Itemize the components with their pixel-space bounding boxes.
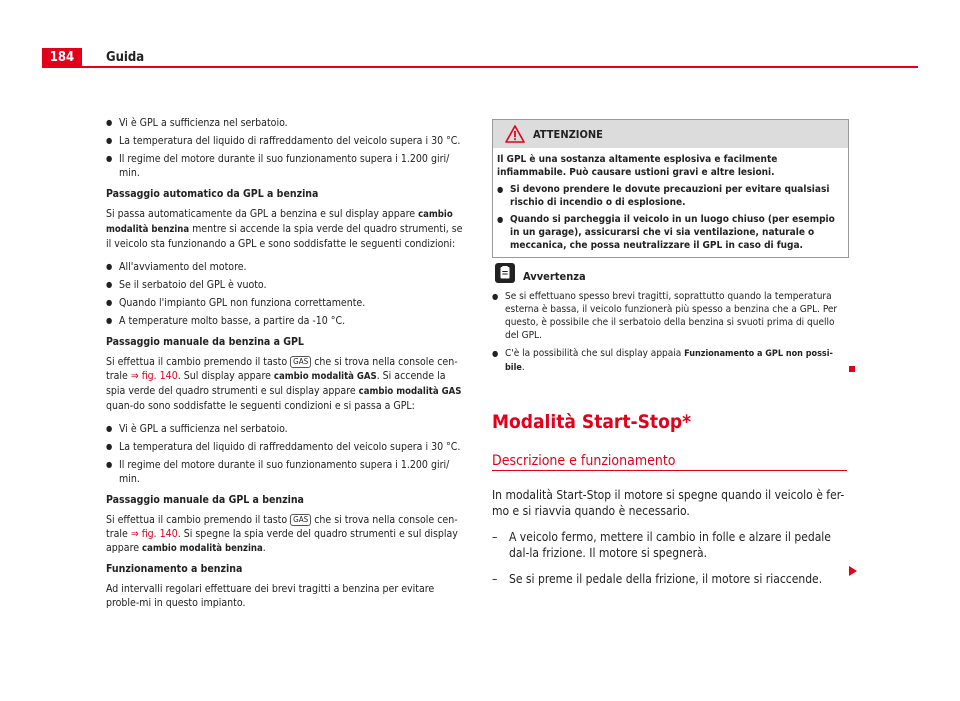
section-title: Guida [106,50,145,65]
paragraph-manual-gpl: Si effettua il cambio premendo il tasto GAS che si trova nella console cen-trale ⇒ fig. 140. Sul display appare cambio modalità GAS. Si accende la spia verde del quadro strumenti e sul display appare cambio modalità GAS quan-do sono soddisfatte le seguenti condizioni e si passa a GPL: [106,356,462,412]
subheading-auto: Passaggio automatico da GPL a benzina [106,188,319,200]
bullet-icon: ● [492,292,499,301]
subheading-fuel: Funzionamento a benzina [106,563,243,575]
figure-link[interactable]: ⇒ fig. 140 [130,370,178,382]
list-item: ● Il regime del motore durante il suo funzionamento supera i 1.200 giri/ min. [106,459,450,485]
list-item: ● C'è la possibilità che sul display appaia Funzionamento a GPL non possi-bile. [492,348,833,373]
startstop-body [492,487,847,587]
bullet-icon: ● [106,118,113,127]
subsection-rule [492,470,847,471]
bullet-icon: ● [106,298,113,307]
note-title: Avvertenza [523,270,586,283]
warning-triangle-icon [505,125,525,143]
figure-link[interactable]: ⇒ fig. 140 [130,528,178,540]
subheading-manual-benzina: Passaggio manuale da GPL a benzina [106,494,304,506]
note-icon [495,263,515,283]
list-item: ● Quando l'impianto GPL non funziona correttamente. [106,297,366,309]
bullet-icon: ● [497,215,504,224]
warning-body [493,148,848,257]
page-number: 184 [42,48,82,67]
list-item: ● La temperatura del liquido di raffreddamento del veicolo supera i 30 °C. [106,135,461,147]
subheading-manual-gpl: Passaggio manuale da benzina a GPL [106,336,304,348]
section-heading: Modalità Start-Stop* [492,411,692,433]
bullet-icon: ● [492,349,499,358]
paragraph-auto: Si passa automaticamente da GPL a benzina e sul display appare cambio modalità benzina mentre si accende la spia verde del quadro strumenti, se il veicolo sta funzionando a GPL e sono soddisfatte le seguenti condizioni: [106,208,463,250]
left-column [106,116,464,610]
startstop-intro: In modalità Start-Stop il motore si spegne quando il veicolo è fer-mo e si riavvia quando è necessario. [492,488,845,518]
bullet-icon: ● [106,280,113,289]
list-item: – A veicolo fermo, mettere il cambio in folle e alzare il pedale dal-la frizione. Il motore si spegnerà. [492,530,831,560]
subsection-heading: Descrizione e funzionamento [492,453,676,469]
bullet-icon: ● [106,136,113,145]
list-item: ● Vi è GPL a sufficienza nel serbatoio. [106,423,288,435]
list-item: ● A temperature molto basse, a partire da -10 °C. [106,315,346,327]
list-item: ● Quando si parcheggia il veicolo in un luogo chiuso (per esempio in un garage), assicurarsi che vi sia ventilazione, naturale o meccanica, che possa neutralizzare il GPL in caso di fuga. [497,214,835,251]
bullet-icon: ● [106,316,113,325]
list-item: ● Vi è GPL a sufficienza nel serbatoio. [106,117,288,129]
warning-header [493,120,848,148]
list-item: ● Si devono prendere le dovute precauzioni per evitare qualsiasi rischio di incendio o di esplosione. [497,184,830,208]
bullet-icon: ● [106,442,113,451]
end-marker-icon [849,366,855,372]
bullet-icon: ● [497,185,504,194]
gas-key: GAS [290,356,311,368]
paragraph-fuel: Ad intervalli regolari effettuare dei brevi tragitti a benzina per evitare proble-mi in questo impianto. [106,583,435,609]
list-item: – Se si preme il pedale della frizione, il motore si riaccende. [492,572,823,586]
list-item: ● All'avviamento del motore. [106,261,247,273]
bullet-icon: ● [106,262,113,271]
list-item: ● Se il serbatoio del GPL è vuoto. [106,279,267,291]
warning-box [492,119,849,258]
list-item: ● La temperatura del liquido di raffreddamento del veicolo supera i 30 °C. [106,441,461,453]
paragraph-manual-benzina: Si effettua il cambio premendo il tasto GAS che si trova nella console cen-trale ⇒ fig. 140. Si spegne la spia verde del quadro strumenti e sul display appare cambio modalità benzina. [106,514,458,554]
header-rule [42,66,918,68]
bullet-icon: ● [106,424,113,433]
note-body [492,290,847,375]
list-item: ● Il regime del motore durante il suo funzionamento supera i 1.200 giri/ min. [106,153,450,179]
warning-intro: Il GPL è una sostanza altamente esplosiva e facilmente infiammabile. Può causare ustioni gravi e altre lesioni. [497,154,778,178]
list-item: ● Se si effettuano spesso brevi tragitti, soprattutto quando la temperatura esterna è bassa, il veicolo funzionerà più spesso a benzina che a GPL. Per questo, è possibile che il serbatoio della benzina si svuoti prima di quello del GPL. [492,291,838,341]
warning-title: ATTENZIONE [533,127,603,141]
continue-arrow-icon [849,566,857,576]
bullet-icon: ● [106,154,113,163]
bullet-icon: ● [106,460,113,469]
gas-key: GAS [290,514,311,526]
